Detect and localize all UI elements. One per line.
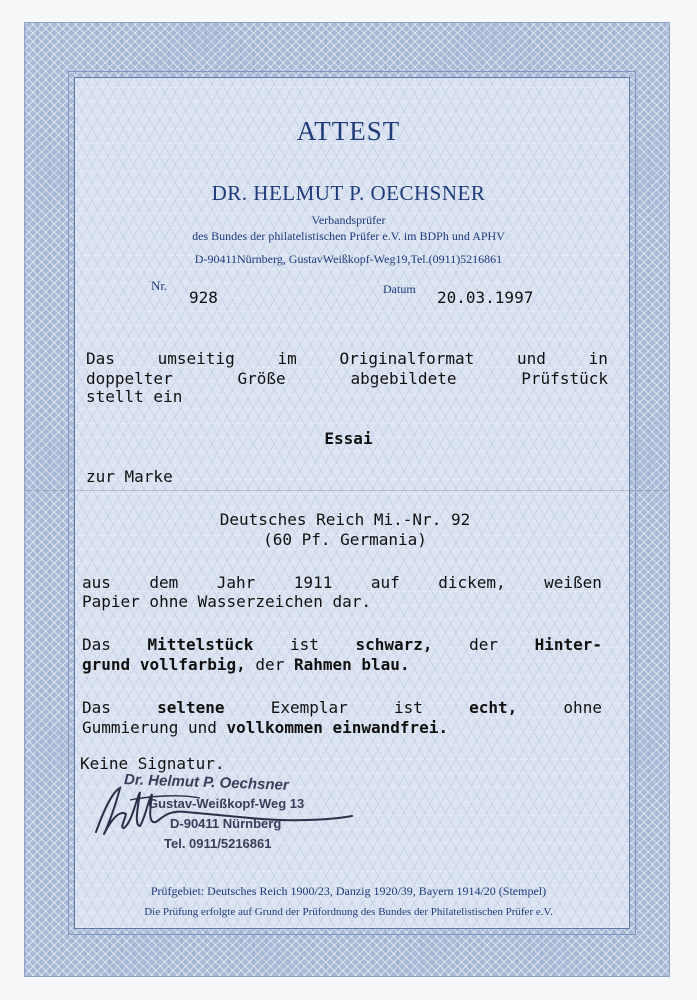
stamp-city: D-90411 Nürnberg [170, 816, 282, 831]
word: seltene [157, 698, 225, 717]
stamp-line1: Deutsches Reich Mi.-Nr. 92 [219, 510, 471, 529]
stamp-line2: (60 Pf. Germania) [263, 530, 427, 549]
word: vollkommen [226, 718, 323, 737]
stamp-street: Gustav-Weißkopf-Weg 13 [148, 796, 305, 811]
word: im [277, 349, 297, 368]
para2-line2: Papier ohne Wasserzeichen dar. [82, 592, 371, 611]
word: 1911 [293, 573, 333, 592]
signatur-note: Keine Signatur. [80, 754, 225, 773]
word: Prüfstück [521, 369, 608, 388]
signature-stamp [90, 770, 380, 860]
datum-label: Datum [383, 282, 416, 296]
para3-line2 [82, 655, 410, 674]
word: ist [393, 698, 423, 717]
word: Das [86, 349, 115, 368]
examiner-association: des Bundes der philatelistischen Prüfer e.V. im BDPh und APHV [192, 229, 505, 243]
word: einwandfrei. [332, 718, 449, 737]
para4-line2 [82, 718, 448, 737]
para1-line2 [86, 369, 608, 388]
word: umseitig [157, 349, 235, 368]
word: ist [290, 635, 319, 654]
word: der [255, 655, 285, 674]
para4-line1 [82, 698, 602, 717]
word: Exemplar [270, 698, 348, 717]
word: vollfarbig, [139, 655, 246, 674]
word: Das [82, 698, 111, 717]
stamp-name: Dr. Helmut P. Oechsner [123, 771, 290, 794]
word: und [517, 349, 546, 368]
word: echt, [469, 698, 518, 717]
examiner-name: DR. HELMUT P. OECHSNER [211, 181, 486, 205]
word: Größe [237, 369, 286, 388]
certificate-number: 928 [189, 288, 218, 307]
word: dem [149, 573, 179, 592]
para3-line1 [82, 635, 602, 654]
pruefgebiet: Prüfgebiet: Deutsches Reich 1900/23, Danzig 1920/39, Bayern 1914/20 (Stempel) [150, 884, 547, 898]
stamp-tel: Tel. 0911/5216861 [164, 836, 272, 851]
fold-line [24, 490, 670, 491]
certificate-date: 20.03.1997 [437, 288, 534, 307]
word: Originalformat [339, 349, 475, 368]
word: in [588, 349, 608, 368]
para1-line1 [86, 349, 608, 368]
word: der [469, 635, 498, 654]
para1-line3: stellt ein [86, 387, 183, 406]
word: Jahr [216, 573, 256, 592]
word: aus [82, 573, 111, 592]
word: weißen [544, 573, 602, 592]
word: Hinter- [534, 635, 602, 654]
certificate-title: ATTEST [296, 116, 401, 146]
handwritten-signature [90, 770, 380, 860]
examiner-address: D-90411Nürnberg, GustavWeißkopf-Weg19,Tel.(0911)5216861 [194, 252, 503, 266]
word: blau. [361, 655, 410, 674]
word: grund [82, 655, 131, 674]
word: auf [370, 573, 400, 592]
word: ohne [563, 698, 602, 717]
word: dickem, [438, 573, 506, 592]
essai-label: Essai [324, 429, 373, 448]
word: und [187, 718, 217, 737]
word: Gummierung [82, 718, 179, 737]
word: doppelter [86, 369, 173, 388]
zur-marke: zur Marke [86, 467, 173, 486]
word: Rahmen [293, 655, 352, 674]
nr-label: Nr. [151, 278, 168, 293]
pruefordnung-note: Die Prüfung erfolgte auf Grund der Prüfordnung des Bundes der Philatelistischen Prüfer e.V. [144, 906, 553, 918]
word: abgebildete [350, 369, 457, 388]
para2-line1 [82, 573, 602, 592]
examiner-role: Verbandsprüfer [311, 213, 386, 227]
word: Das [82, 635, 111, 654]
word: Mittelstück [147, 635, 254, 654]
word: schwarz, [355, 635, 433, 654]
